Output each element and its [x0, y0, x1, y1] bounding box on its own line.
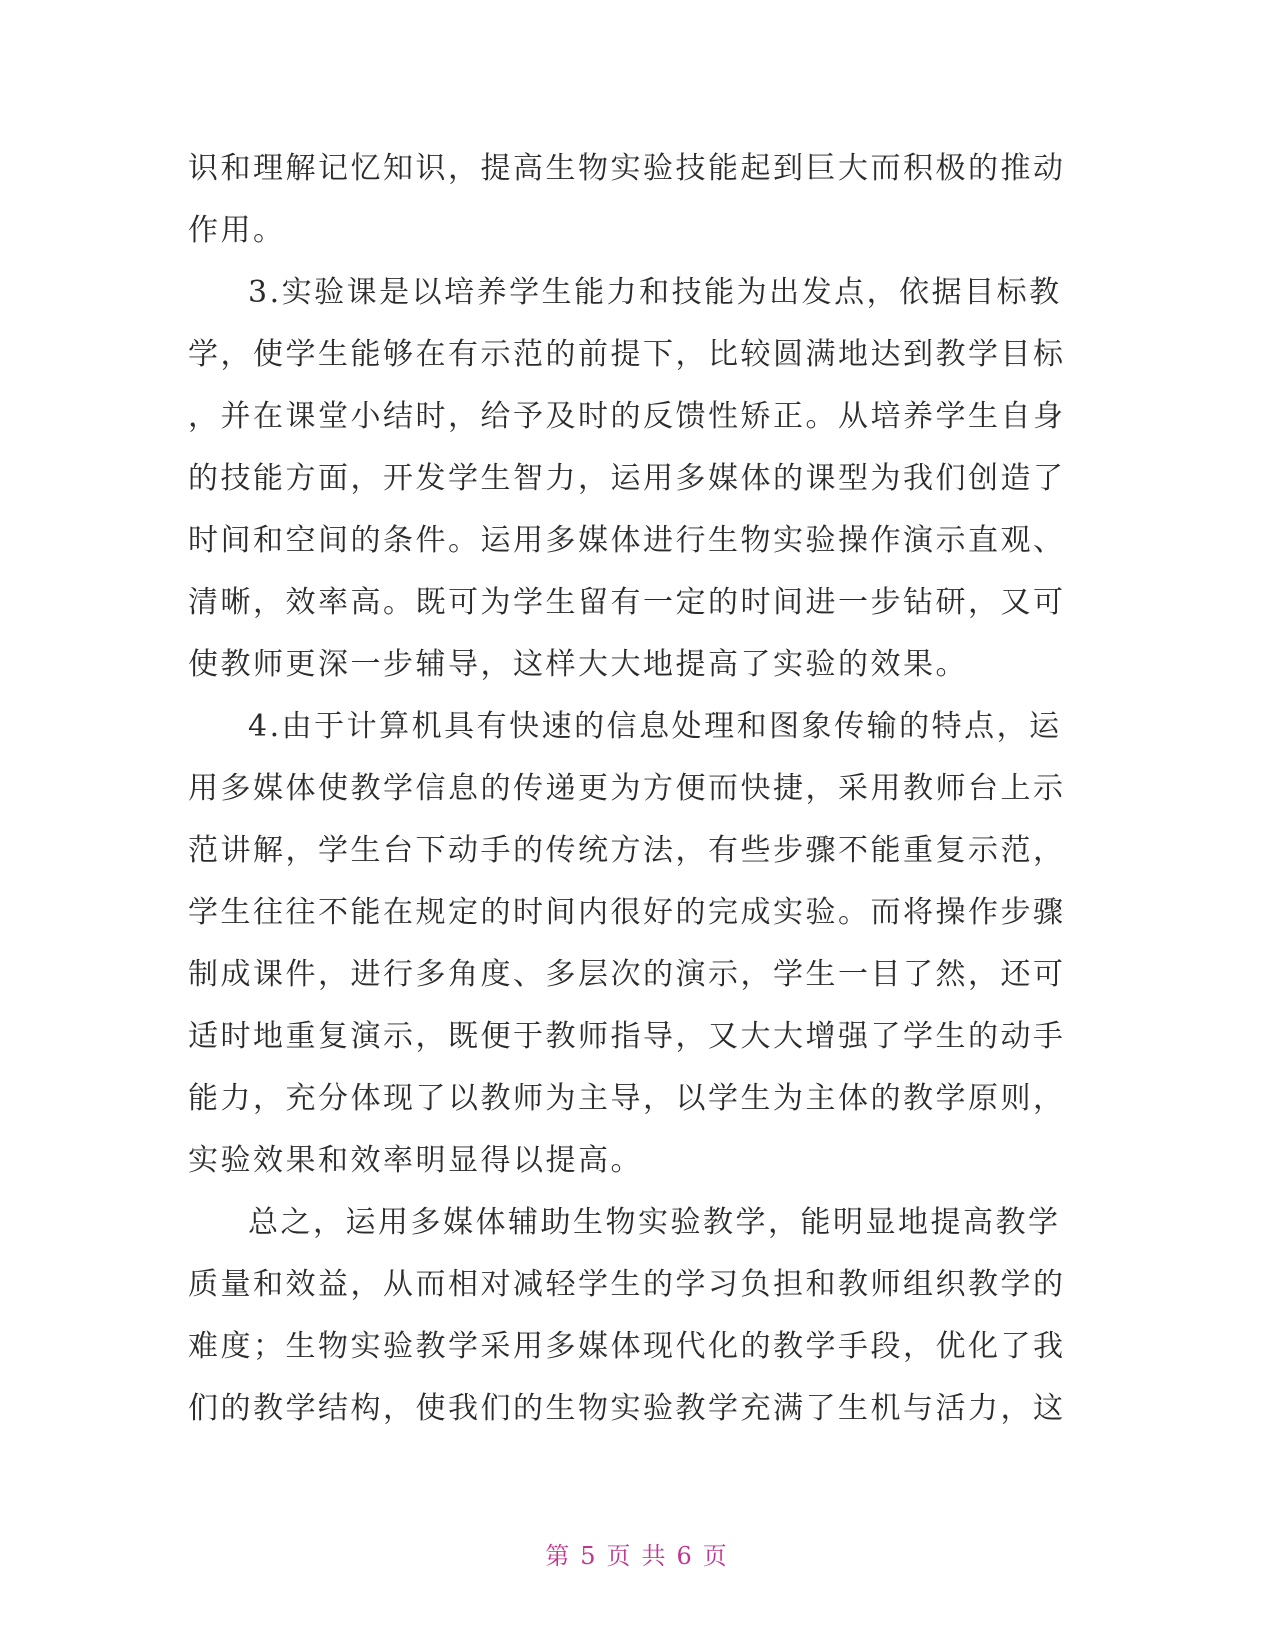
text-line: 使教师更深一步辅导，这样大大地提高了实验的效果。	[188, 647, 968, 682]
footer-page-label: 第	[545, 1542, 573, 1570]
footer-total-pages: 6	[676, 1542, 695, 1570]
paragraph-start-line: 总之，运用多媒体辅助生物实验教学，能明显地提高教学	[248, 1205, 1061, 1240]
body-text	[188, 138, 1088, 1440]
page-footer	[0, 1536, 1275, 1571]
text-line: ，并在课堂小结时，给予及时的反馈性矫正。从培养学生自身	[188, 399, 1066, 434]
text-line: 识和理解记忆知识，提高生物实验技能起到巨大而积极的推动	[188, 151, 1066, 186]
text-line: 作用。	[188, 213, 286, 248]
text-line: 用多媒体使教学信息的传递更为方便而快捷，采用教师台上示	[188, 771, 1066, 806]
footer-total-unit: 页	[702, 1542, 730, 1570]
text-line: 时间和空间的条件。运用多媒体进行生物实验操作演示直观、	[188, 523, 1066, 558]
text-line: 范讲解，学生台下动手的传统方法，有些步骤不能重复示范，	[188, 833, 1066, 868]
footer-total-label: 共	[641, 1542, 669, 1570]
text-line: 能力，充分体现了以教师为主导，以学生为主体的教学原则，	[188, 1081, 1066, 1116]
paragraph-start-line: 3.实验课是以培养学生能力和技能为出发点，依据目标教	[248, 275, 1062, 310]
footer-page-unit: 页	[606, 1542, 634, 1570]
text-line: 学生往往不能在规定的时间内很好的完成实验。而将操作步骤	[188, 895, 1066, 930]
text-line: 清晰，效率高。既可为学生留有一定的时间进一步钻研，又可	[188, 585, 1066, 620]
text-line: 适时地重复演示，既便于教师指导，又大大增强了学生的动手	[188, 1019, 1066, 1054]
text-line: 制成课件，进行多角度、多层次的演示，学生一目了然，还可	[188, 957, 1066, 992]
text-line: 难度；生物实验教学采用多媒体现代化的教学手段，优化了我	[188, 1329, 1066, 1364]
text-line: 的技能方面，开发学生智力，运用多媒体的课型为我们创造了	[188, 461, 1066, 496]
text-line: 实验效果和效率明显得以提高。	[188, 1143, 643, 1178]
footer-current-page: 5	[580, 1542, 599, 1570]
text-line: 学，使学生能够在有示范的前提下，比较圆满地达到教学目标	[188, 337, 1066, 372]
paragraph-start-line: 4.由于计算机具有快速的信息处理和图象传输的特点，运	[248, 709, 1062, 744]
text-line: 质量和效益，从而相对减轻学生的学习负担和教师组织教学的	[188, 1267, 1066, 1302]
text-line: 们的教学结构，使我们的生物实验教学充满了生机与活力，这	[188, 1391, 1066, 1426]
